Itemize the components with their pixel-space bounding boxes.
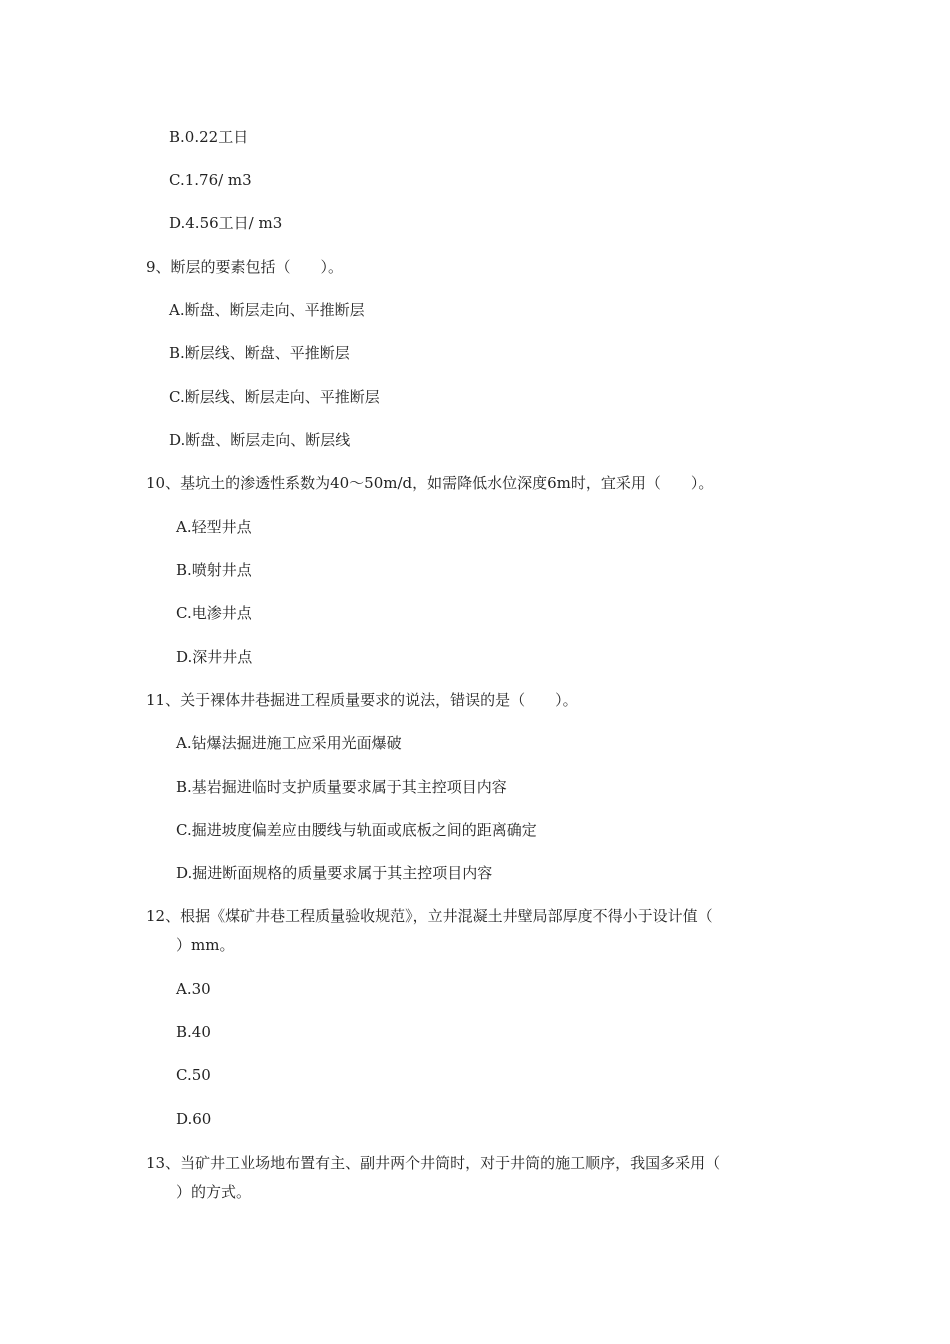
question-10-option-a: A.轻型井点: [176, 518, 252, 536]
question-12-stem-line2: ）mm。: [176, 936, 235, 954]
prev-option-b: B.0.22工日: [169, 128, 249, 146]
question-10-stem: 10、基坑土的渗透性系数为40～50m/d，如需降低水位深度6m时，宜采用（ ）。: [146, 474, 714, 492]
question-9-option-d: D.断盘、断层走向、断层线: [169, 431, 351, 449]
question-10-option-d: D.深井井点: [176, 648, 253, 666]
question-12-option-c: C.50: [176, 1066, 211, 1084]
question-11-option-b: B.基岩掘进临时支护质量要求属于其主控项目内容: [176, 778, 507, 796]
question-9-option-a: A.断盘、断层走向、平推断层: [169, 301, 365, 319]
question-12-option-d: D.60: [176, 1110, 212, 1128]
prev-option-d: D.4.56工日/ m3: [169, 214, 283, 232]
question-9-stem: 9、断层的要素包括（ ）。: [146, 258, 344, 276]
question-11-option-c: C.掘进坡度偏差应由腰线与轨面或底板之间的距离确定: [176, 821, 537, 839]
question-9-option-c: C.断层线、断层走向、平推断层: [169, 388, 380, 406]
prev-option-c: C.1.76/ m3: [169, 171, 252, 189]
question-13-stem-line2: ）的方式。: [176, 1183, 252, 1201]
question-13-stem-line1: 13、当矿井工业场地布置有主、副井两个井筒时，对于井筒的施工顺序，我国多采用（: [146, 1154, 721, 1172]
question-9-option-b: B.断层线、断盘、平推断层: [169, 344, 350, 362]
question-10-option-b: B.喷射井点: [176, 561, 252, 579]
question-11-option-d: D.掘进断面规格的质量要求属于其主控项目内容: [176, 864, 493, 882]
question-10-option-c: C.电渗井点: [176, 604, 252, 622]
question-11-option-a: A.钻爆法掘进施工应采用光面爆破: [176, 734, 402, 752]
question-12-option-a: A.30: [176, 980, 211, 998]
question-12-option-b: B.40: [176, 1023, 211, 1041]
question-11-stem: 11、关于裸体井巷掘进工程质量要求的说法，错误的是（ ）。: [146, 691, 578, 709]
question-12-stem-line1: 12、根据《煤矿井巷工程质量验收规范》，立井混凝土井壁局部厚度不得小于设计值（: [146, 907, 713, 925]
